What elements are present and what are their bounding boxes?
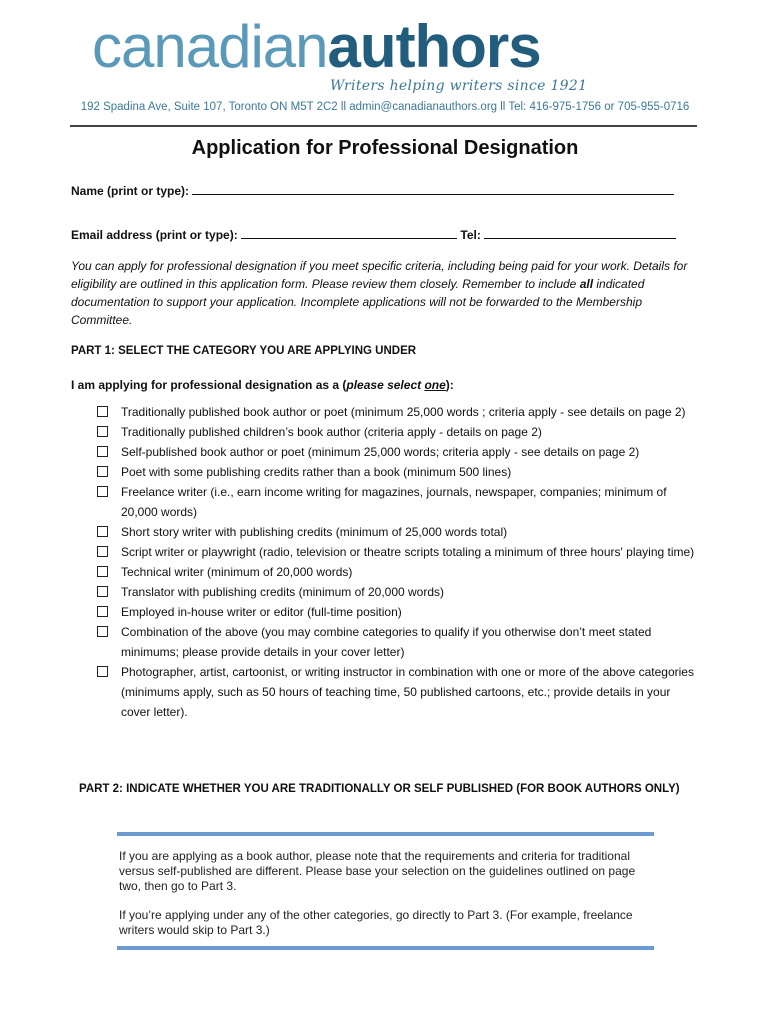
email-tel-field — [71, 226, 676, 242]
checkbox[interactable] — [97, 566, 108, 577]
checkbox[interactable] — [97, 446, 108, 457]
logo-text-canadian: canadian — [92, 13, 328, 80]
note-paragraph-2: If you’re applying under any of the other categories, go directly to Part 3. (For example, freelance writers would skip to Part 3.) — [119, 908, 633, 937]
option-label: Poet with some publishing credits rather than a book (minimum 500 lines) — [121, 465, 512, 479]
name-input-line[interactable] — [192, 182, 674, 195]
list-item — [97, 662, 697, 722]
list-item — [97, 462, 697, 482]
option-label: Technical writer (minimum of 20,000 words) — [121, 565, 353, 579]
list-item — [97, 422, 697, 442]
note-paragraph-1: If you are applying as a book author, please note that the requirements and criteria for traditional versus self-published are different. Please base your selection on the guidelines outlined on page two, then go to Part 3. — [119, 849, 636, 893]
option-label: Traditionally published book author or poet (minimum 25,000 words ; criteria apply - see details on page 2) — [121, 405, 686, 419]
list-item — [97, 602, 697, 622]
part2-note-box — [117, 832, 654, 952]
checkbox[interactable] — [97, 666, 108, 677]
checkbox[interactable] — [97, 606, 108, 617]
logo-text-authors: authors — [327, 13, 541, 80]
intro-paragraph — [71, 257, 696, 329]
page-title: Application for Professional Designation — [191, 137, 579, 159]
name-field — [71, 182, 674, 198]
list-item — [97, 482, 697, 522]
checkbox[interactable] — [97, 426, 108, 437]
option-label: Self-published book author or poet (minimum 25,000 words; criteria apply - see details on page 2) — [121, 445, 640, 459]
note-bottom-bar — [117, 946, 654, 950]
checkbox[interactable] — [97, 546, 108, 557]
apply-prefix: I am applying for professional designation as a ( — [71, 378, 347, 392]
tel-label: Tel: — [460, 228, 481, 242]
part1-heading: PART 1: SELECT THE CATEGORY YOU ARE APPLYING UNDER — [71, 345, 417, 357]
list-item — [97, 562, 697, 582]
email-input-line[interactable] — [241, 226, 457, 239]
canadian-authors-logo — [92, 14, 562, 84]
list-item — [97, 582, 697, 602]
intro-text-end: indicated documentation to support your application. Incomplete applications will not be forwarded to the Membership Committee. — [71, 277, 645, 327]
list-item — [97, 622, 697, 662]
list-item — [97, 442, 697, 462]
apply-italic: please select — [346, 378, 425, 392]
header-divider — [70, 125, 697, 127]
option-label: Employed in-house writer or editor (full-time position) — [121, 605, 402, 619]
checkbox[interactable] — [97, 406, 108, 417]
option-label: Combination of the above (you may combine categories to qualify if you otherwise don’t meet stated minimums; please provide details in your cover letter) — [121, 625, 652, 659]
email-label: Email address (print or type): — [71, 228, 238, 242]
name-label: Name (print or type): — [71, 184, 190, 198]
checkbox[interactable] — [97, 486, 108, 497]
part2-heading: PART 2: INDICATE WHETHER YOU ARE TRADITIONALLY OR SELF PUBLISHED (FOR BOOK AUTHORS ONLY) — [79, 783, 680, 795]
list-item — [97, 542, 697, 562]
option-label: Freelance writer (i.e., earn income writing for magazines, journals, newspaper, companies; minimum of 20,000 words) — [121, 485, 667, 519]
intro-emphasis: all — [579, 277, 594, 291]
list-item — [97, 402, 697, 422]
checkbox[interactable] — [97, 466, 108, 477]
list-item — [97, 522, 697, 542]
tel-input-line[interactable] — [484, 226, 676, 239]
tagline: Writers helping writers since 1921 — [330, 78, 588, 94]
option-label: Traditionally published children’s book author (criteria apply - details on page 2) — [121, 425, 542, 439]
category-options — [97, 402, 697, 722]
apply-suffix: ): — [445, 378, 454, 392]
option-label: Short story writer with publishing credits (minimum of 25,000 words total) — [121, 525, 508, 539]
note-top-bar — [117, 832, 654, 836]
contact-address: 192 Spadina Ave, Suite 107, Toronto ON M5T 2C2 ll admin@canadianauthors.org ll Tel: 416-975-1756 or 705-955-0716 — [80, 101, 690, 113]
checkbox[interactable] — [97, 526, 108, 537]
option-label: Photographer, artist, cartoonist, or writing instructor in combination with one or more of the above categories (minimums apply, such as 50 hours of teaching time, 50 published cartoons, etc.; provide details in your cover letter). — [121, 665, 694, 719]
option-label: Translator with publishing credits (minimum of 20,000 words) — [121, 585, 445, 599]
option-label: Script writer or playwright (radio, television or theatre scripts totaling a minimum of three hours' playing time) — [121, 545, 695, 559]
apply-instruction — [71, 378, 454, 392]
checkbox[interactable] — [97, 586, 108, 597]
checkbox[interactable] — [97, 626, 108, 637]
apply-underlined: one — [424, 378, 446, 392]
intro-text-start: You can apply for professional designation if you meet specific criteria, including being paid for your work. Details for eligibility are outlined in this application form. Please review them closely. Remember to include — [71, 259, 688, 291]
